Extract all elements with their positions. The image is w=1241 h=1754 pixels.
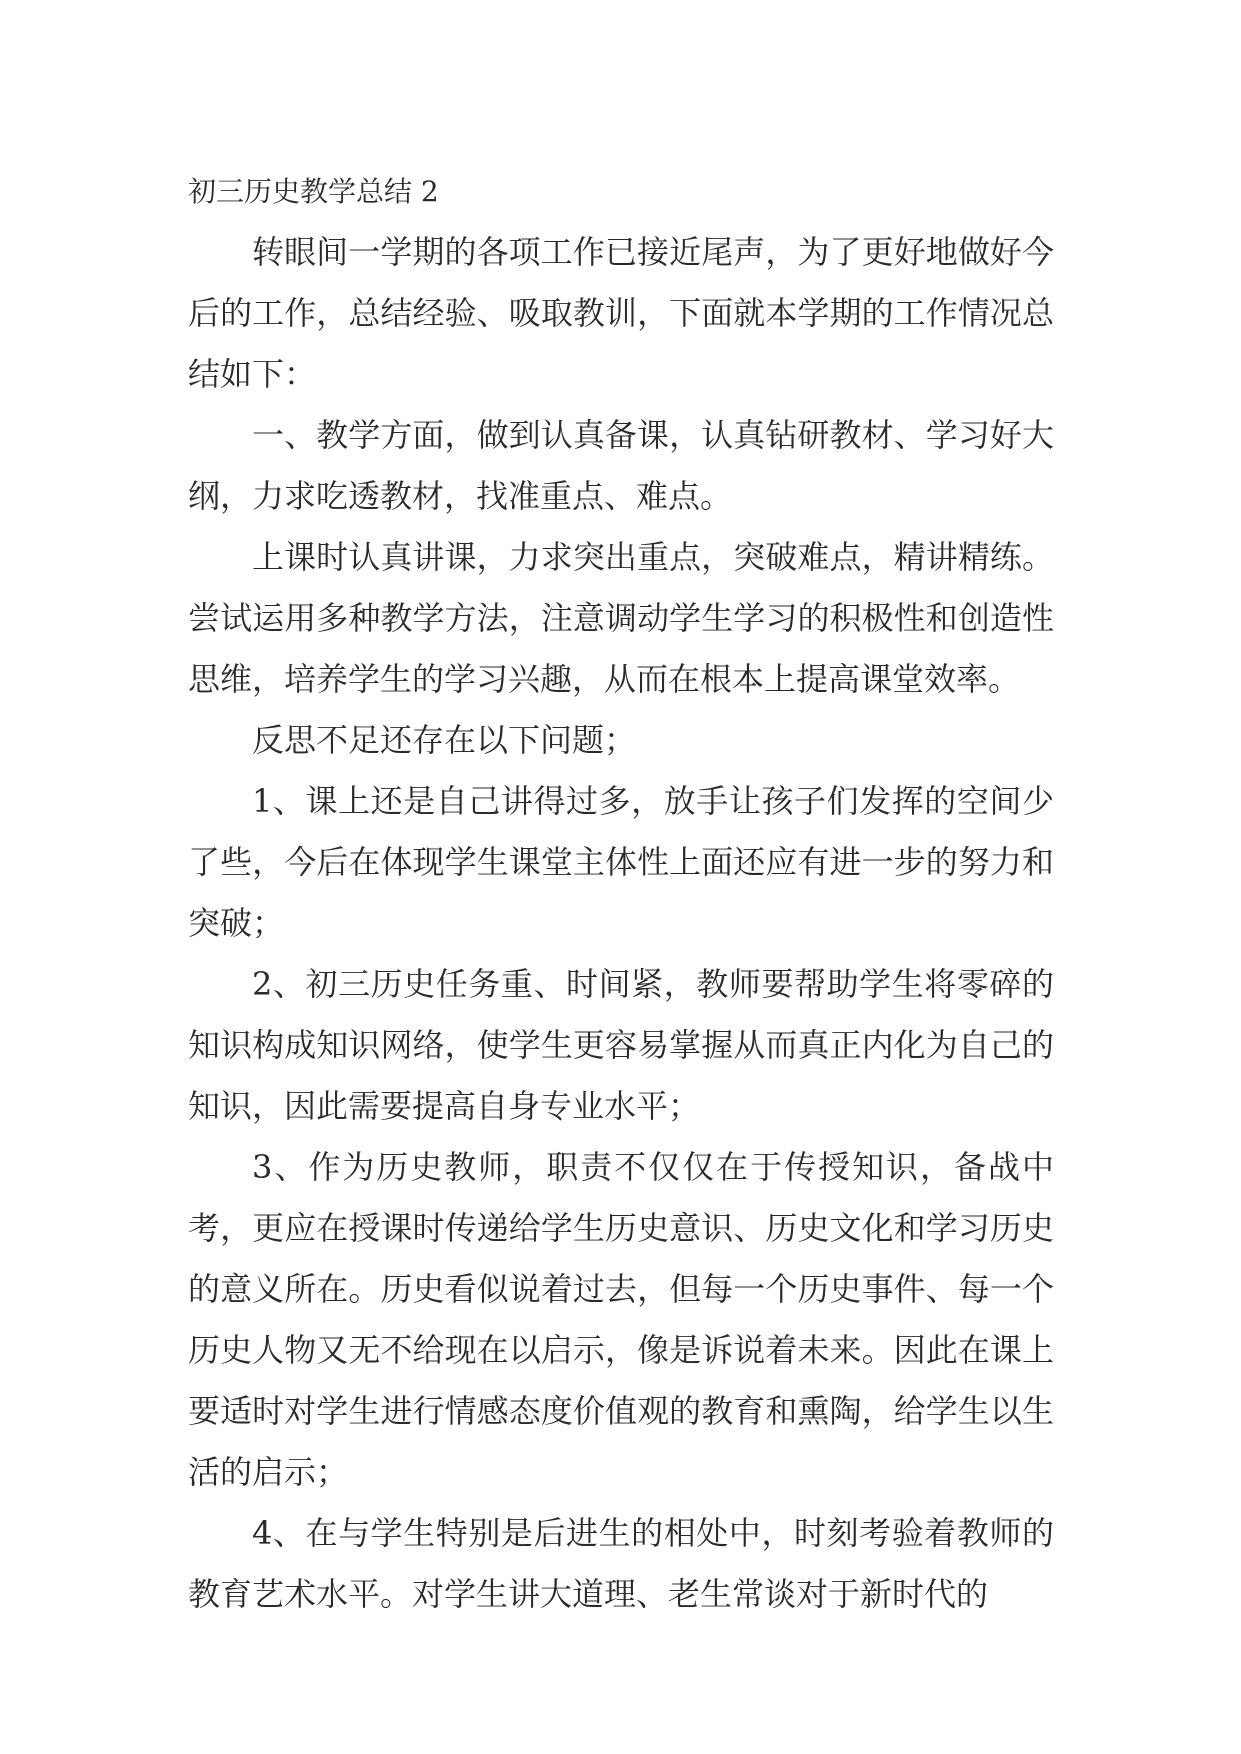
document-body xyxy=(188,162,1054,1625)
paragraph-issue-4: 4、在与学生特别是后进生的相处中，时刻考验着教师的教育艺术水平。对学生讲大道理、老生常谈对于新时代的 xyxy=(188,1514,1054,1613)
paragraph-issue-3: 3、作为历史教师，职责不仅仅在于传授知识，备战中考，更应在授课时传递给学生历史意识、历史文化和学习历史的意义所在。历史看似说着过去，但每一个历史事件、每一个历史人物又无不给现在以启示，像是诉说着未来。因此在课上要适时对学生进行情感态度价值观的教育和熏陶，给学生以生活的启示； xyxy=(188,1148,1054,1491)
paragraph-lectures: 上课时认真讲课，力求突出重点，突破难点，精讲精练。尝试运用多种教学方法，注意调动学生学习的积极性和创造性思维，培养学生的学习兴趣，从而在根本上提高课堂效率。 xyxy=(188,538,1054,698)
paragraph-issue-2: 2、初三历史任务重、时间紧，教师要帮助学生将零碎的知识构成知识网络，使学生更容易掌握从而真正内化为自己的知识，因此需要提高自身专业水平； xyxy=(188,965,1054,1125)
paragraph-intro: 转眼间一学期的各项工作已接近尾声，为了更好地做好今后的工作，总结经验、吸取教训，下面就本学期的工作情况总结如下： xyxy=(188,233,1054,393)
paragraph-teaching: 一、教学方面，做到认真备课，认真钻研教材、学习好大纲，力求吃透教材，找准重点、难点。 xyxy=(188,416,1054,515)
paragraph-reflection-heading: 反思不足还存在以下问题； xyxy=(252,721,637,759)
paragraph-issue-1: 1、课上还是自己讲得过多，放手让孩子们发挥的空间少了些，今后在体现学生课堂主体性上面还应有进一步的努力和突破； xyxy=(188,782,1054,942)
document-title: 初三历史教学总结 2 xyxy=(188,175,439,208)
